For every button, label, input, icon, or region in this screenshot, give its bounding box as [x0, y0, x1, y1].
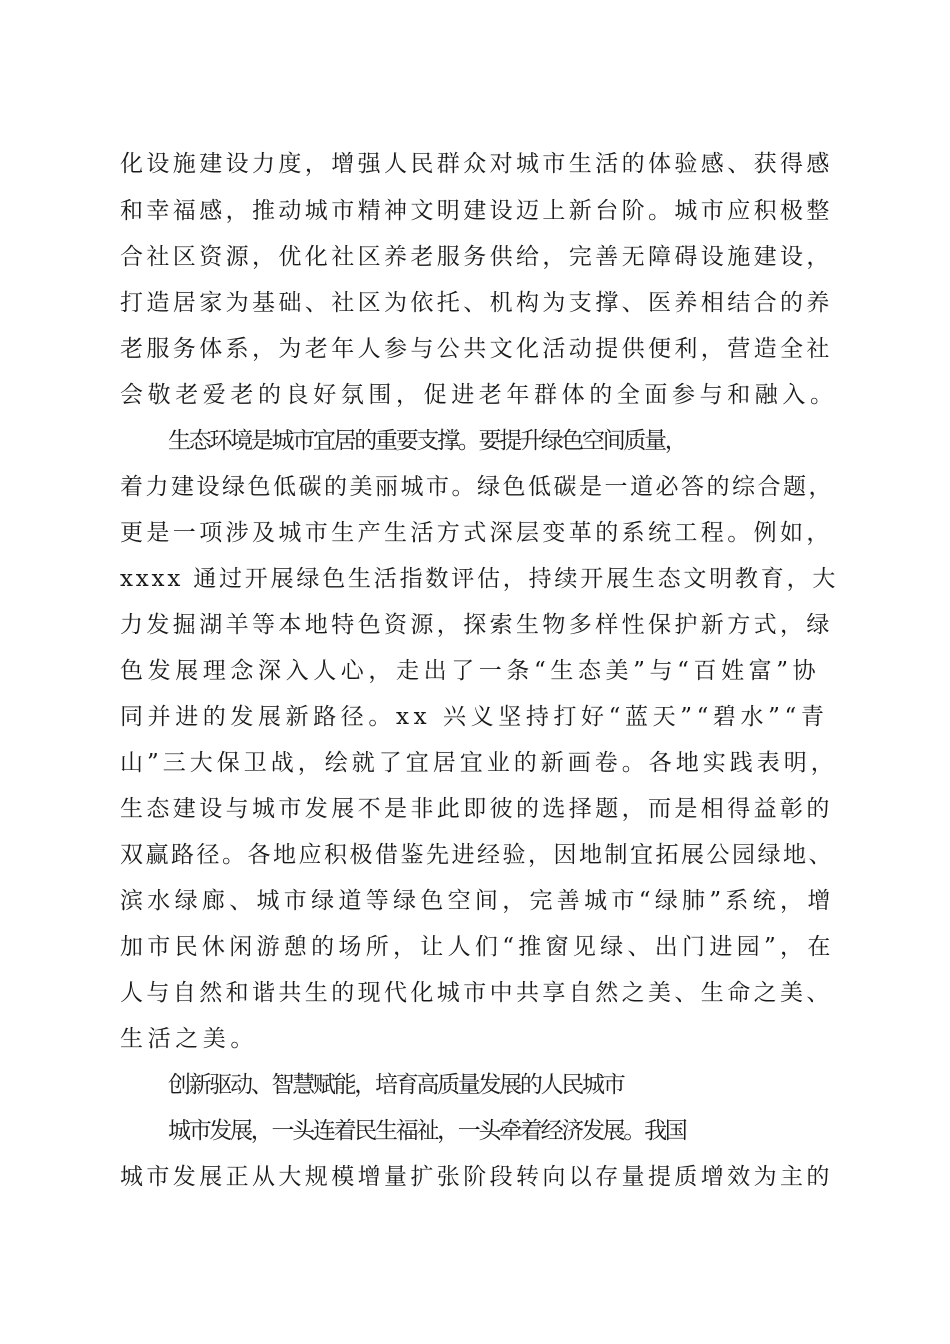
text-line: 同并进的发展新路径。xx 兴义坚持打好“蓝天”“碧水”“青 [120, 704, 829, 730]
text-line: 会敬老爱老的良好氛围，促进老年群体的全面参与和融入。 [120, 382, 838, 408]
section-heading: 创新驱动、智慧赋能，培育高质量发展的人民城市 [168, 1072, 624, 1098]
text-line: 老服务体系，为老年人参与公共文化活动提供便利，营造全社 [120, 336, 833, 362]
text-line: 更是一项涉及城市生产生活方式深层变革的系统工程。例如， [120, 520, 833, 546]
text-line: 力发掘湖羊等本地特色资源，探索生物多样性保护新方式，绿 [120, 612, 833, 638]
text-line: 城市发展正从大规模增量扩张阶段转向以存量提质增效为主的 [120, 1164, 833, 1190]
text-line: 滨水绿廊、城市绿道等绿色空间，完善城市“绿肺”系统，增 [120, 888, 835, 914]
paragraph-first-line: 城市发展，一头连着民生福祉，一头牵着经济发展。我国 [168, 1118, 686, 1144]
text-line: 双赢路径。各地应积极借鉴先进经验，因地制宜拓展公园绿地、 [120, 842, 834, 868]
text-line: 生活之美。 [120, 1026, 258, 1052]
text-line: 和幸福感，推动城市精神文明建设迈上新台阶。城市应积极整 [120, 198, 833, 224]
text-line: 化设施建设力度，增强人民群众对城市生活的体验感、获得感 [120, 151, 833, 177]
text-line: 人与自然和谐共生的现代化城市中共享自然之美、生命之美、 [120, 980, 833, 1006]
paragraph-first-line: 生态环境是城市宜居的重要支撑。要提升绿色空间质量， [168, 428, 686, 454]
text-line: 加市民休闲游憩的场所，让人们“推窗见绿、出门进园”，在 [120, 934, 835, 960]
text-line: 着力建设绿色低碳的美丽城市。绿色低碳是一道必答的综合题， [120, 474, 834, 500]
text-line: 合社区资源，优化社区养老服务供给，完善无障碍设施建设， [120, 244, 833, 270]
text-line: 打造居家为基础、社区为依托、机构为支撑、医养相结合的养 [120, 290, 833, 316]
text-line: 生态建设与城市发展不是非此即彼的选择题，而是相得益彰的 [120, 796, 833, 822]
text-line: xxxx 通过开展绿色生活指数评估，持续开展生态文明教育，大 [120, 566, 839, 592]
text-line: 山”三大保卫战，绘就了宜居宜业的新画卷。各地实践表明， [120, 750, 838, 776]
text-line: 色发展理念深入人心，走出了一条“生态美”与“百姓富”协 [120, 658, 821, 684]
